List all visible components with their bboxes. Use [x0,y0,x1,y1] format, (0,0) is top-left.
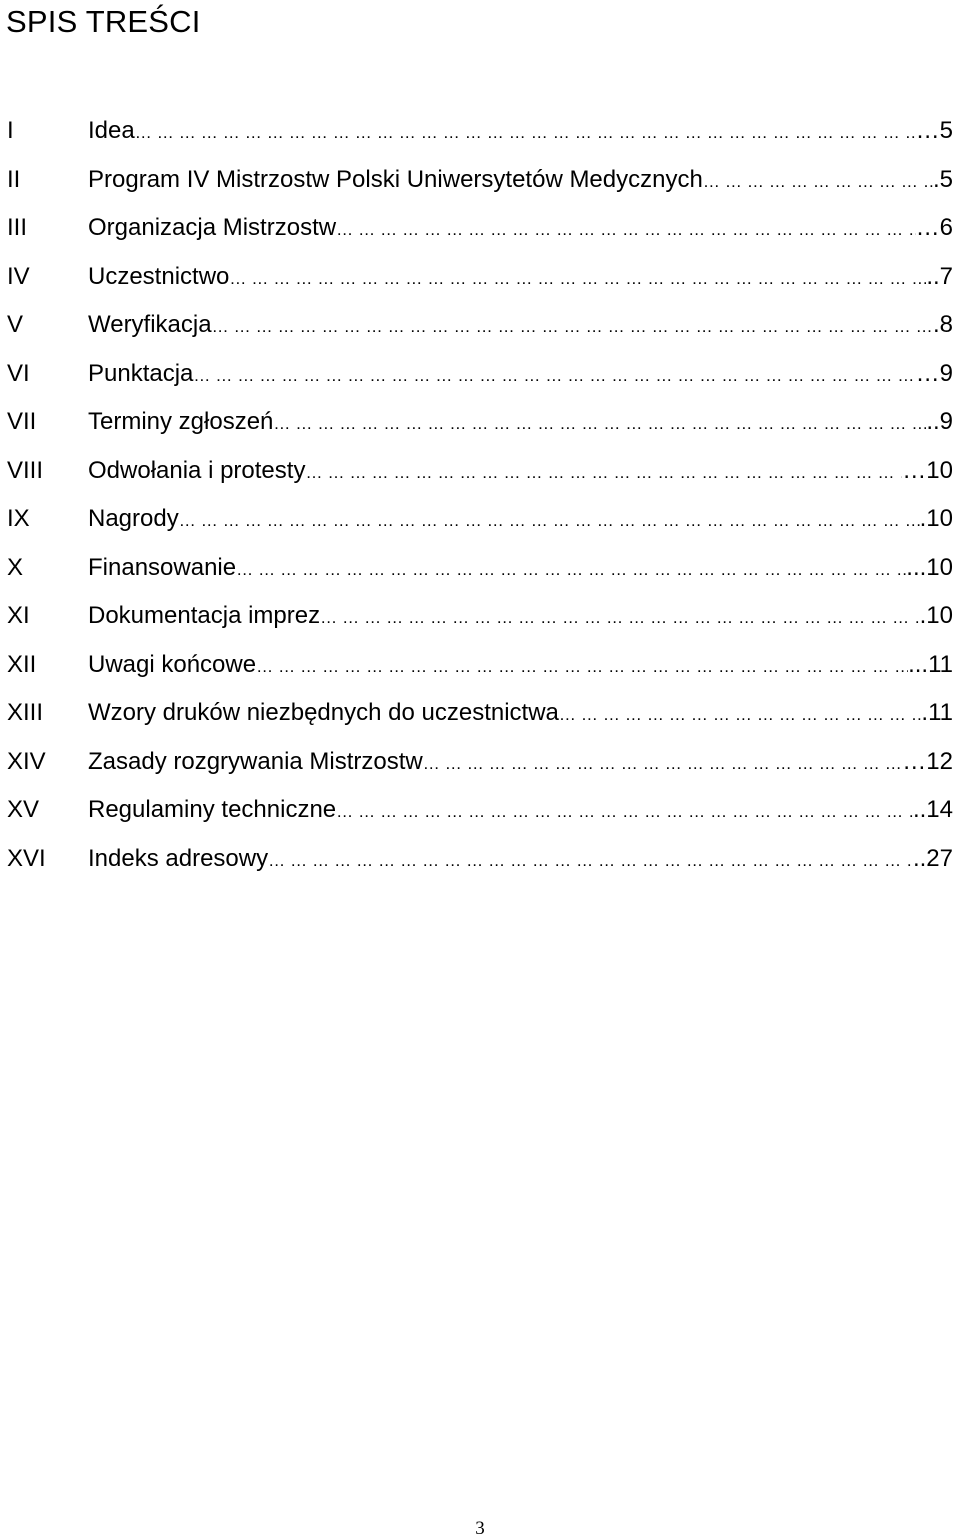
dot-leader [423,754,903,774]
dot-leader [305,463,902,483]
toc-page-number: .11 [921,699,953,726]
toc-row [0,641,960,690]
page-title: SPIS TREŚCI [6,4,201,39]
dot-leader [236,560,906,580]
dot-leader [256,657,908,677]
toc-label: Dokumentacja imprez [88,602,321,629]
dot-leader [320,608,920,628]
toc-page-number: ...10 [906,553,953,581]
toc-label: Nagrody [88,505,179,532]
toc-number: X [7,553,24,581]
toc-row [0,786,960,835]
toc-page-number: ..9 [926,408,953,435]
toc-label: Regulaminy techniczne [88,796,337,823]
toc-label: Indeks adresowy [88,844,269,872]
toc-row [0,253,960,302]
toc-row [0,301,960,350]
toc-number: V [7,311,24,338]
toc-label: Zasady rozgrywania Mistrzostw [88,747,423,775]
page-number-footer: 3 [475,1518,485,1539]
toc-page-number: …5 [915,117,953,144]
toc-number: XIV [7,747,46,775]
toc-label: Punktacja [88,359,194,387]
toc-label: Uczestnictwo [88,262,230,290]
toc-number: XVI [7,844,46,872]
toc-row [0,107,960,156]
toc-number: III [7,214,28,241]
toc-row [0,350,960,399]
toc-label: Program IV Mistrzostw Polski Uniwersytetów Medycznych [88,165,703,193]
toc-number: VIII [7,456,44,484]
toc-page-number: …9 [915,359,953,387]
toc-number: IX [7,505,30,532]
dot-leader [212,317,933,337]
dot-leader [273,414,926,434]
toc-row [0,447,960,496]
toc-row [0,398,960,447]
toc-page-number: …10 [902,456,953,484]
toc-page-number: .10 [919,505,953,532]
toc-row [0,592,960,641]
toc-row [0,738,960,787]
dot-leader [336,220,916,240]
toc-number: XII [7,650,37,678]
toc-page-number: …12 [902,747,953,775]
toc-number: XI [7,602,30,629]
toc-label: Terminy zgłoszeń [88,408,274,435]
toc-label: Finansowanie [88,553,237,581]
toc-row [0,495,960,544]
toc-number: I [7,117,14,144]
dot-leader [193,366,915,386]
toc-number: VI [7,359,30,387]
toc-label: Uwagi końcowe [88,650,257,678]
dot-leader [135,123,916,143]
toc-row [0,204,960,253]
toc-label: Organizacja Mistrzostw [88,214,337,241]
toc-row [0,835,960,884]
toc-number: IV [7,262,30,290]
toc-row [0,156,960,205]
table-of-contents [0,107,960,883]
dot-leader [268,851,913,871]
dot-leader [336,802,913,822]
toc-number: XIII [7,699,44,726]
dot-leader [229,269,926,289]
toc-page-number: ..14 [912,796,953,823]
toc-row [0,689,960,738]
toc-row [0,544,960,593]
toc-page-number: .5 [932,165,953,193]
toc-page-number: ..7 [926,262,953,290]
dot-leader [703,172,933,192]
toc-page-number: ...11 [908,650,953,678]
toc-label: Wzory druków niezbędnych do uczestnictwa [88,699,559,726]
toc-label: Weryfikacja [88,311,212,338]
dot-leader [179,511,920,531]
toc-page-number: .10 [919,602,953,629]
toc-number: VII [7,408,37,435]
toc-number: II [7,165,21,193]
dot-leader [559,705,922,725]
toc-page-number: ..27 [912,844,953,872]
toc-label: Odwołania i protesty [88,456,306,484]
toc-label: Idea [88,117,135,144]
toc-page-number: …6 [915,214,953,241]
toc-number: XV [7,796,40,823]
toc-page-number: .8 [932,311,953,338]
